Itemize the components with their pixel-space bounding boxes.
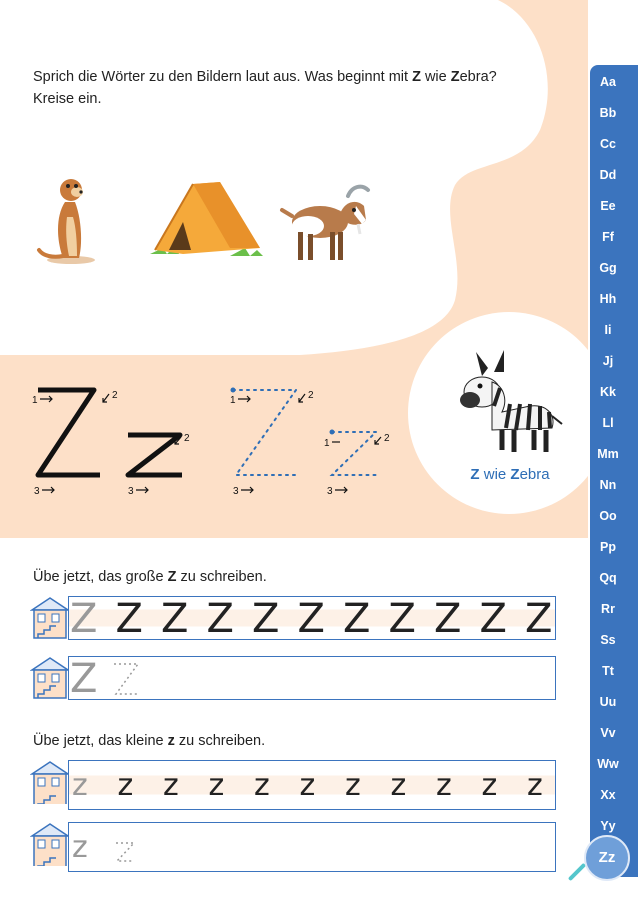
goat-picture[interactable] <box>278 182 374 266</box>
alphabet-item-ff[interactable]: Ff <box>602 230 614 244</box>
svg-text:2: 2 <box>384 433 390 444</box>
lower-z-dotted <box>330 430 377 476</box>
tent-picture[interactable] <box>145 178 265 260</box>
lower-z-sample: z <box>390 768 407 803</box>
stroke-number-2: 2 <box>112 390 118 401</box>
practice-row-upper-2[interactable] <box>30 656 556 700</box>
upper-z-sample: Z <box>161 596 189 642</box>
alphabet-item-yy[interactable]: Yy <box>600 819 616 833</box>
house-icon <box>30 596 70 640</box>
upper-z-sample: Z <box>297 596 325 642</box>
upper-z-dotted <box>231 388 297 476</box>
alphabet-item-pp[interactable]: Pp <box>600 540 616 554</box>
practice-row-upper-1[interactable] <box>30 596 556 640</box>
alphabet-current-zz[interactable]: Zz <box>584 835 630 881</box>
stroke-number-1: 1 <box>32 395 38 406</box>
alphabet-item-ww[interactable]: Ww <box>597 757 619 771</box>
alphabet-sidebar <box>590 65 638 877</box>
instruction-practice-lower: Übe jetzt, das kleine z zu schreiben. <box>33 733 266 749</box>
alphabet-item-bb[interactable]: Bb <box>599 106 617 120</box>
alphabet-item-aa[interactable]: Aa <box>600 75 616 89</box>
practice-row-lower-2[interactable] <box>30 822 556 866</box>
alphabet-item-vv[interactable]: Vv <box>600 726 616 740</box>
alphabet-item-tt[interactable]: Tt <box>602 664 614 678</box>
upper-z-dotted-guide <box>112 660 142 696</box>
lower-z-dotted-guide <box>114 840 138 864</box>
upper-z-sample: Z <box>115 596 143 642</box>
lower-z-sample: z <box>72 768 88 803</box>
alphabet-item-ll[interactable]: Ll <box>602 416 614 430</box>
alphabet-item-ee[interactable]: Ee <box>600 199 616 213</box>
house-icon <box>30 822 70 866</box>
upper-z-sample: Z <box>252 596 280 642</box>
lower-z-sample: z <box>163 768 179 803</box>
alphabet-item-xx[interactable]: Xx <box>600 788 616 802</box>
practice-row-lower-1[interactable] <box>30 760 556 804</box>
letter-demo <box>30 380 410 495</box>
upper-z-sample: Z <box>479 596 507 642</box>
svg-text:1: 1 <box>324 438 330 449</box>
house-icon <box>30 656 70 700</box>
lower-z-sample: z <box>436 768 452 803</box>
alphabet-item-jj[interactable]: Jj <box>602 354 614 368</box>
lower-z-sample: z <box>481 768 498 803</box>
lower-z-gray: z <box>72 830 88 865</box>
alphabet-item-uu[interactable]: Uu <box>599 695 617 709</box>
upper-z-sample: Z <box>434 596 462 642</box>
svg-text:3: 3 <box>233 486 239 495</box>
lower-z-solid <box>128 435 182 475</box>
svg-text:2: 2 <box>308 390 314 401</box>
lower-z-sample: z <box>254 768 270 803</box>
upper-z-sample: Z <box>206 596 234 642</box>
alphabet-item-mm[interactable]: Mm <box>597 447 619 461</box>
instruction-section1: Sprich die Wörter zu den Bildern laut aus. Was beginnt mit Z wie Zebra? Kreise ein. <box>33 69 497 107</box>
alphabet-item-cc[interactable]: Cc <box>600 137 616 151</box>
instruction-practice-upper: Übe jetzt, das große Z zu schreiben. <box>33 569 267 585</box>
alphabet-item-hh[interactable]: Hh <box>599 292 617 306</box>
lower-z-sample: z <box>208 768 225 803</box>
alphabet-item-ii[interactable]: Ii <box>604 323 612 337</box>
upper-z-gray: Z <box>70 656 98 702</box>
zebra-caption: Z wie Zebra <box>470 466 550 483</box>
stroke-number-3: 3 <box>34 486 40 495</box>
svg-text:3: 3 <box>128 486 134 495</box>
alphabet-item-oo[interactable]: Oo <box>599 509 617 523</box>
alphabet-item-ss[interactable]: Ss <box>600 633 616 647</box>
alphabet-item-qq[interactable]: Qq <box>599 571 617 585</box>
upper-z-sample: Z <box>388 596 416 642</box>
upper-z-sample: Z <box>525 596 553 642</box>
lower-z-sample: z <box>299 768 316 803</box>
lower-z-sample: z <box>117 768 134 803</box>
upper-z-sample: Z <box>343 596 371 642</box>
svg-text:1: 1 <box>230 395 236 406</box>
svg-text:2: 2 <box>184 433 190 444</box>
alphabet-item-rr[interactable]: Rr <box>601 602 615 616</box>
upper-z-sample: Z <box>70 596 98 642</box>
lower-z-sample: z <box>345 768 361 803</box>
house-icon <box>30 760 70 804</box>
lower-z-sample: z <box>527 768 543 803</box>
svg-text:3: 3 <box>327 486 333 495</box>
alphabet-item-gg[interactable]: Gg <box>599 261 617 275</box>
meerkat-picture[interactable] <box>35 172 97 266</box>
zebra-picture[interactable] <box>452 346 568 458</box>
alphabet-item-kk[interactable]: Kk <box>600 385 616 399</box>
alphabet-item-dd[interactable]: Dd <box>599 168 617 182</box>
alphabet-item-nn[interactable]: Nn <box>599 478 617 492</box>
upper-z-solid <box>38 390 100 475</box>
